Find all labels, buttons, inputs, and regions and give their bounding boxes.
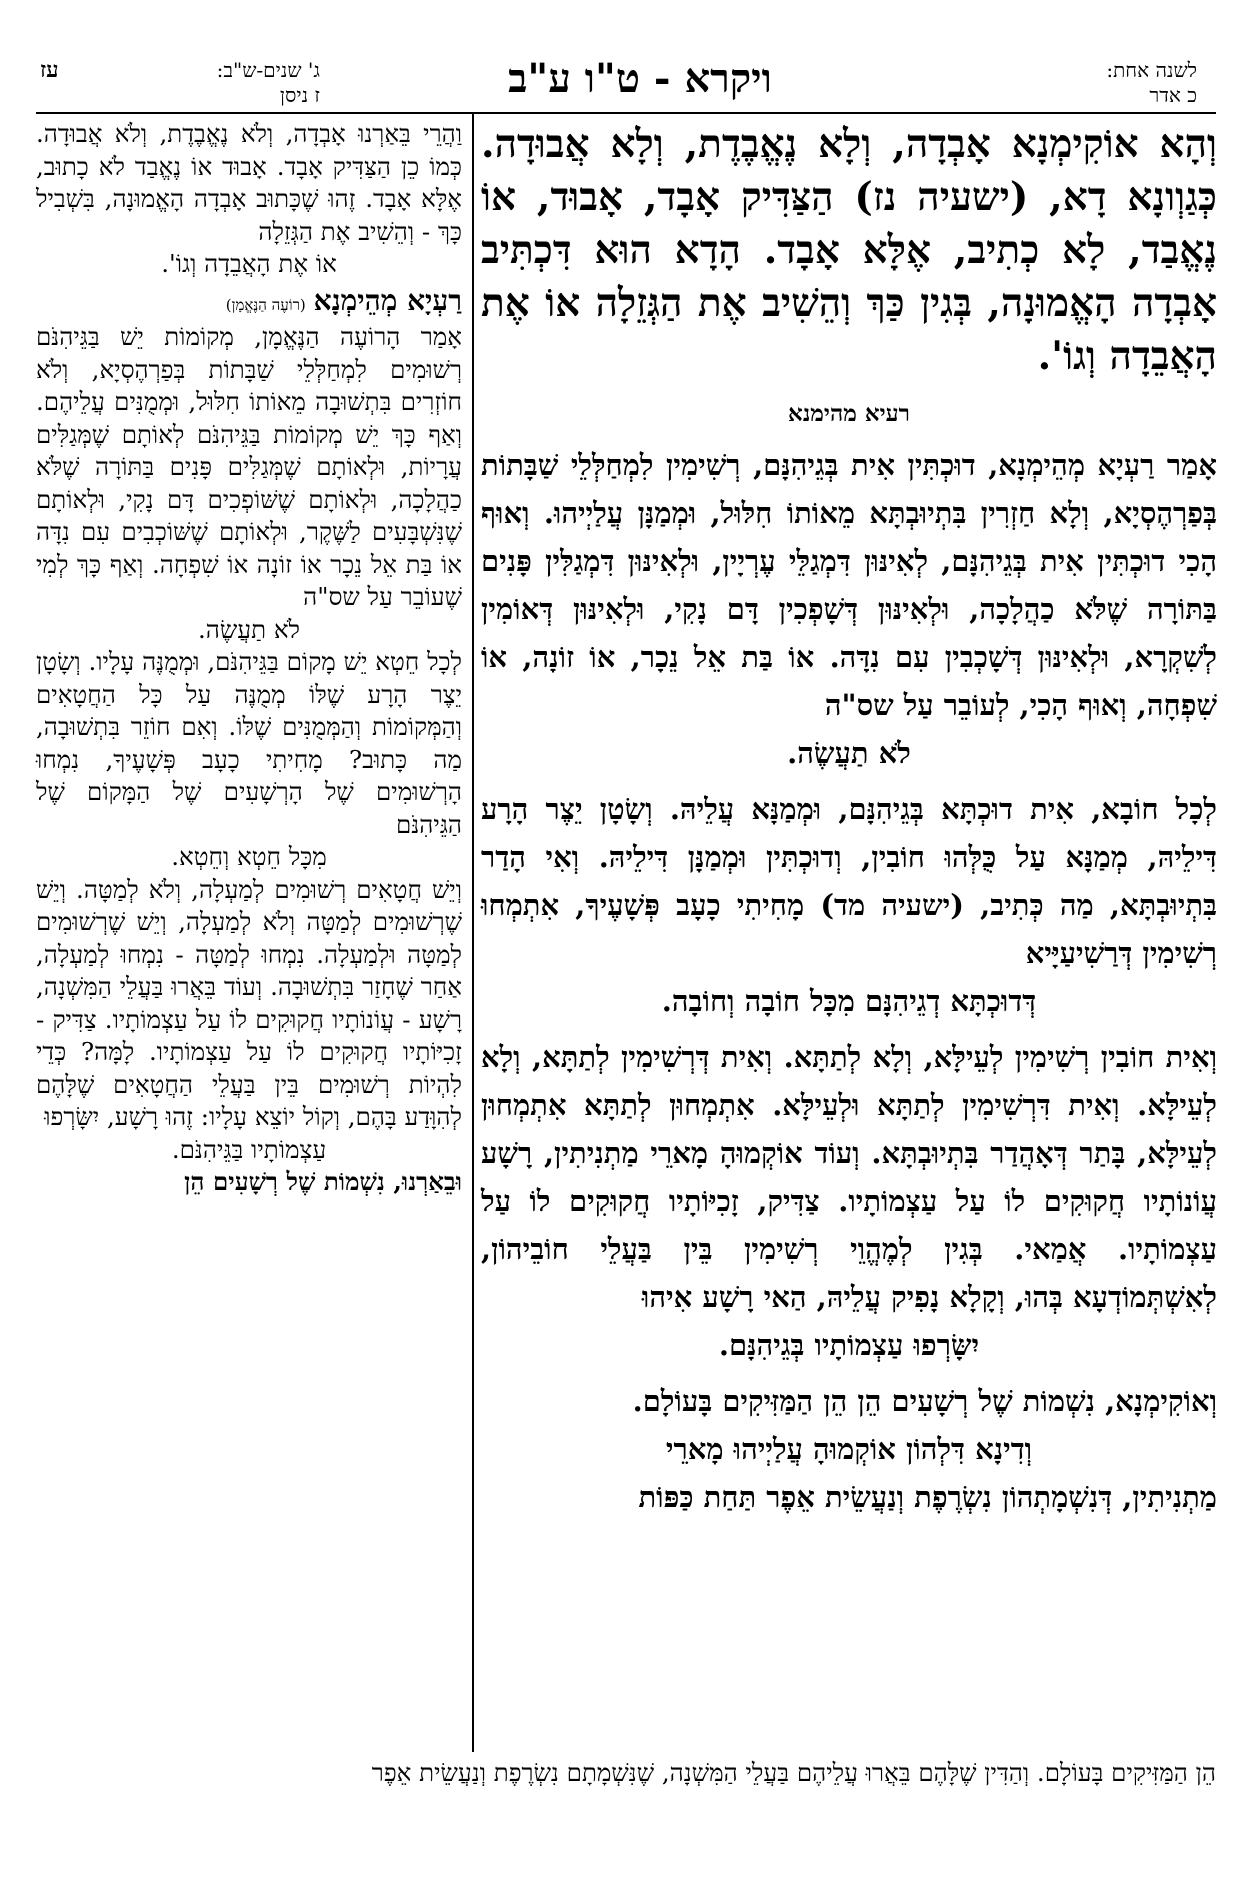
main-para3-end: יִשָּׂרְפוּ עַצְמוֹתָיו בְּגֵיהִנָּם. xyxy=(718,1328,980,1362)
main-para1: אָמַר רַעְיָא מְהֵימְנָא, דוּכְתִּין אִית בְּגֵיהִנָּם, רְשִׁימִין לִמְחַלְּלֵי שַׁבָּתוֹת בְּפַרְהֶסְיָא, וְלָא חַזְרִין בִּתְיוּבְתָּא מֵאוֹתוֹ חִלּוּל, וּמְמַנָּן עֲלַיְיהוּ. וְאוּף הָכִי דוּכְתִּין אִית בְּגֵיהִנָּם, לְאִינּוּן דִּמְגַלֵּי עֶרְיָין, וּלְאִינּוּן דִּמְגַלִּין פָּנִים בַּתּוֹרָה שֶׁלֹּא כַהֲלָכָה, וּלְאִינּוּן דְּשָׁפְכִין דָּם נָקִי, וּלְאִינּוּן דְּאוֹמִין לְשִׁקְרָא, וּלְאִינּוּן דְּשָׁכְבִין עִם נִדָּה. אוֹ בַּת אֵל נֵכָר, אוֹ זוֹנָה, אוֹ שִׁפְחָה, וְאוּף הָכִי, לְעוֹבֵר עַל שס"ה xyxy=(481,448,1217,722)
section-title: רעיא מהימנא xyxy=(788,400,910,427)
header-left-info xyxy=(100,58,320,108)
header-right-line2: כ אדר xyxy=(1149,83,1197,107)
side-para3-end: עַצְמוֹתָיו בַּגֵּיהִנֹּם. xyxy=(171,1134,327,1164)
side-para2: לְכָל חֵטְא יֵשׁ מָקוֹם בַּגֵּיהִנֹּם, וּמְמֻנֶּה עָלָיו. וְשָׂטָן יֵצֶר הָרָע שֶׁלּוֹ מְמֻנֶּה עַל כָּל הַחֲטָאִים וְהַמְּקוֹמוֹת וְהַמְּמֻנִּים שֶׁלּוֹ. וְאִם חוֹזֵר בִּתְשׁוּבָה, מַה כָּתוּב? מָחִיתִי כָעָב פְּשָׁעֶיךָ, נִמְחוּ הָרְשׁוּמִים שֶׁל הָרְשָׁעִים שֶׁל הַמָּקוֹם שֶׁל הַגֵּיהִנֹּם xyxy=(36,647,462,839)
page-title: ויקרא - ט"ו ע"ב xyxy=(508,55,772,102)
side-title: רַעְיָא מְהֵימְנָא xyxy=(313,283,462,317)
footer-line: הֵן הַמַּזִּיקִים בָּעוֹלָם. וְהַדִּין שֶׁלָּהֶם בֵּאֲרוּ עֲלֵיהֶם בַּעֲלֵי הַמִּשְׁנָה, שֶׁנִּשְׁמָתָם נִשְׂרֶפֶת וְנַעֲשֵׂית אֵפֶר xyxy=(371,1758,1216,1787)
column-divider xyxy=(472,112,474,1752)
main-para3: וְאִית חוֹבִין רְשִׁימִין לְעֵילָּא, וְלָא לְתַתָּא. וְאִית דְּרְשִׁימִין לְתַתָּא, וְלָא לְעֵילָּא. וְאִית דִּרְשִׁימִין לְתַתָּא וּלְעֵילָּא. אִתְמְחוּן לְתַתָּא אִתְמְחוּן לְעֵילָּא, בָּתַר דְּאָהֲדַר בִּתְיוּבְתָּא. וְעוֹד אוֹקְמוּהָ מָארֵי מַתְנִיתִין, רָשָׁע עֲוֹנוֹתָיו חֲקוּקִים לוֹ עַל עַצְמוֹתָיו. צַדִּיק, זָכִיּוֹתָיו חֲקוּקִים לוֹ עַל עַצְמוֹתָיו. אֲמַאי. בְּגִין לְמֶהֱוֵי רְשִׁימִין בֵּין בַּעֲלֵי חוֹבֵיהוֹן, לְאִשְׁתְּמוֹדְעָא בְּהוּ, וְקָלָא נָפִיק עֲלֵיהּ, הַאי רָשָׁע אִיהוּ xyxy=(481,1040,1218,1314)
main-para4-line3: מַתְנִיתִין, דְּנִשְׁמָתְהוֹן נִשְׂרֶפֶת וְנַעֲשֵׂית אֵפֶר תַּחַת כַּפּוֹת xyxy=(638,1480,1217,1514)
main-para2: לְכָל חוֹבָא, אִית דוּכְתָּא בְּגֵיהִנָּם, וּמְמַנָּא עֲלֵיהּ. וְשָׂטָן יֵצֶר הָרָע דִּילֵיהּ, מְמַנָּא עַל כֻּלְּהוּ חוֹבִין, וְדוּכְתִּין וּמְמַנָּן דִּילֵיהּ. וְאִי הָדַר בִּתְיוּבְתָּא, מַה כְּתִיב, (ישעיה מד) מָחִיתִי כָעָב פְּשָׁעֶיךָ, אִתְמְחוּ רְשִׁימִין דְּרַשִׁיעַיָּיא xyxy=(481,792,1217,970)
main-para4-line2: וְדִינָא דִּלְהוֹן אוֹקְמוּהָ עֲלַיְיהוּ מָארֵי xyxy=(665,1432,1033,1466)
header-left-line1: ג' שנים-ש"ב: xyxy=(216,58,320,82)
header-right-line1: לשנה אחת: xyxy=(1106,58,1197,82)
translation-column xyxy=(36,118,462,1199)
side-para1-end: לֹא תַעֲשֶׂה. xyxy=(198,614,300,644)
side-intro-end: אוֹ אֶת הָאֲבֵדָה וְגוֹ'. xyxy=(161,249,337,278)
side-title-small: (רוֹעֶה הַנֶּאֱמָן) xyxy=(225,295,306,314)
main-para1-end: לֹא תַעֲשֶׂה. xyxy=(787,736,911,770)
main-para2-end: דְּדוּכְתָּא דְגֵיהִנָּם מִכָּל חוֹבָה וְחוֹבָה. xyxy=(661,984,1037,1018)
side-title-line xyxy=(36,285,462,322)
header-right xyxy=(1047,58,1197,108)
main-para4-line1: וְאוֹקִימְנָא, נִשְׁמוֹת שֶׁל רְשָׁעִים הֵן הֵן הַמַּזִּיקִים בָּעוֹלָם. xyxy=(632,1384,1217,1418)
page-number: עז xyxy=(40,57,59,83)
side-para4: וּבֵאַרְנוּ, נִשְׁמוֹת שֶׁל רְשָׁעִים הֵן xyxy=(184,1167,462,1196)
main-opening: וְהָא אוֹקִימְנָא אָבְדָה, וְלָא נֶאֱבֶדֶת, וְלָא אֲבוּדָה. כְּגַוְונָא דָא, (ישעיה נז) הַצַּדִּיק אָבָד, אָבוּד, אוֹ נֶאֱבַד, לָא כְתִיב, אֶלָּא אָבָד. הָדָא הוּא דִּכְתִּיב אָבְדָה הָאֱמוּנָה, בְּגִין כַּךְ וְהֵשִׁיב אֶת הַגְּזֵלָה אוֹ אֶת הָאֲבֵדָה וְגוֹ'. xyxy=(481,121,1217,379)
header-left-line2: ז ניסן xyxy=(279,83,320,107)
header-rule xyxy=(36,112,1216,114)
side-intro: וַהֲרֵי בֵּאַרְנוּ אָבְדָה, וְלֹא נֶאֱבֶדֶת, וְלֹא אֲבוּדָה. כְּמוֹ כֵן הַצַּדִּיק אָבָד. אָבוּד אוֹ נֶאֱבַד לֹא כָתוּב, אֶלָּא אָבָד. זֶהוּ שֶׁכָּתוּב אָבְדָה הָאֱמוּנָה, בִּשְׁבִיל כָּךְ - וְהֵשִׁיב אֶת הַגְּזֵלָה xyxy=(36,119,462,246)
side-para3: וְיֵשׁ חֲטָאִים רְשׁוּמִים לְמַעְלָה, וְלֹא לְמַטָּה. וְיֵשׁ שֶׁרְשׁוּמִים לְמַטָּה וְלֹא לְמַעְלָה, וְיֵשׁ שֶׁרְשׁוּמִים לְמַטָּה וּלְמַעְלָה. נִמְחוּ לְמַטָּה - נִמְחוּ לְמַעְלָה, אַחַר שֶׁחָזַר בִּתְשׁוּבָה. וְעוֹד בֵּאֲרוּ בַּעֲלֵי הַמִּשְׁנָה, רָשָׁע - עֲוֹנוֹתָיו חֲקוּקִים לוֹ עַל עַצְמוֹתָיו. צַדִּיק - זָכִיּוֹתָיו חֲקוּקִים לוֹ עַל עַצְמוֹתָיו. לָמָּה? כְּדֵי לִהְיוֹת רְשׁוּמִים בֵּין בַּעֲלֵי הַחֲטָאִים שֶׁלָּהֶם לְהִוָּדַע בָּהֶם, וְקוֹל יוֹצֵא עָלָיו: זֶהוּ רָשָׁע, יִשָּׂרְפוּ xyxy=(36,874,462,1131)
side-para2-end: מִכָּל חֵטְא וְחֵטְא. xyxy=(171,842,327,871)
side-para1: אָמַר הָרוֹעֶה הַנֶּאֱמָן, מְקוֹמוֹת יֵשׁ בַּגֵּיהִנֹּם רְשׁוּמִים לִמְחַלְּלֵי שַׁבָּתוֹת בְּפַרְהֶסְיָא, וְלֹא חוֹזְרִים בִּתְשׁוּבָה מֵאוֹתוֹ חִלּוּל, וּמְמֻנִּים עֲלֵיהֶם. וְאַף כָּךְ יֵשׁ מְקוֹמוֹת בַּגֵּיהִנֹּם לְאוֹתָם שֶׁמְּגַלִּים עֲרָיוֹת, וּלְאוֹתָם שֶׁמְּגַלִּים פָּנִים בַּתּוֹרָה שֶׁלֹּא כַהֲלָכָה, וּלְאוֹתָם שֶׁשּׁוֹפְכִים דָּם נָקִי, וּלְאוֹתָם שֶׁנִּשְׁבָּעִים לַשֶּׁקֶר, וּלְאוֹתָם שֶׁשּׁוֹכְבִים עִם נִדָּה אוֹ בַּת אֵל נֵכָר אוֹ זוֹנָה אוֹ שִׁפְחָה. וְאַף כָּךְ לְמִי שֶׁעוֹבֵר עַל שס"ה xyxy=(36,322,462,611)
main-column xyxy=(481,118,1217,1521)
